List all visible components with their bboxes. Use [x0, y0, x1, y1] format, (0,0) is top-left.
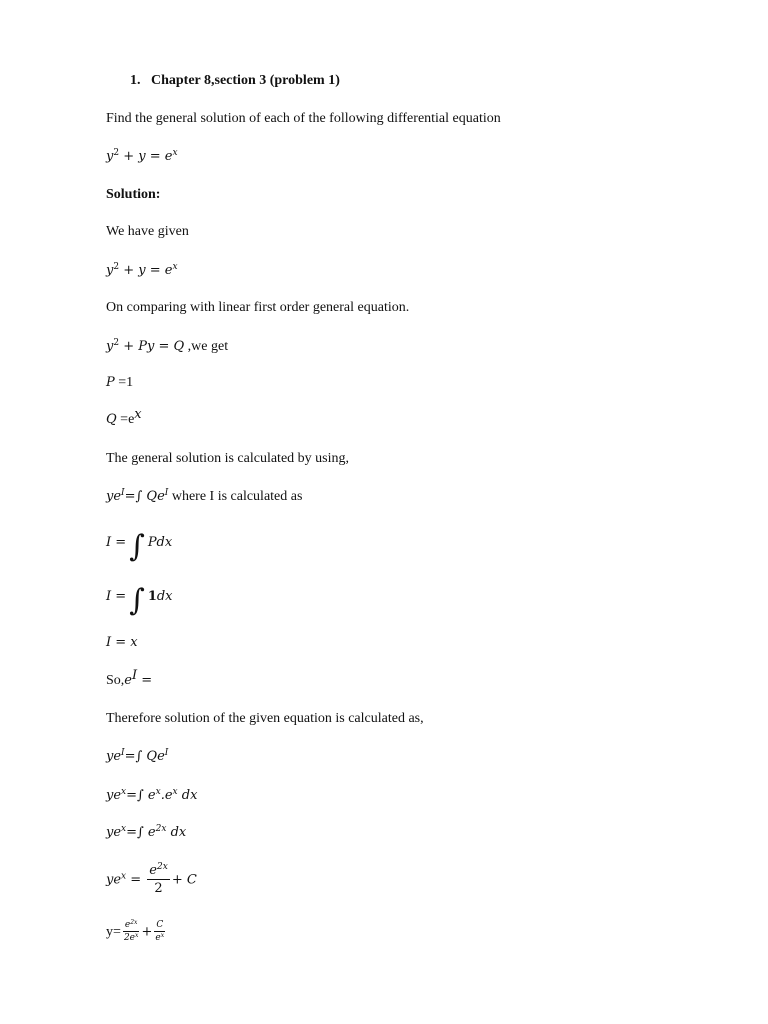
fraction: [147, 864, 170, 896]
given-equation: [106, 148, 178, 166]
eq-part: Pdx: [147, 535, 173, 550]
eq-part: ye: [106, 489, 122, 504]
so-prefix: So,: [106, 673, 125, 688]
eq-part: =∫ Qe: [124, 749, 165, 764]
p-symbol: P: [106, 375, 115, 390]
eq-sup: I: [132, 668, 138, 683]
p-rhs: =1: [114, 375, 134, 390]
eq-sup: x: [172, 787, 178, 797]
eq-part: e: [155, 933, 161, 943]
eq-part: +: [141, 924, 153, 940]
fraction-denominator: [123, 932, 140, 943]
eq-sup: x: [160, 932, 165, 939]
fraction-numerator: C: [156, 920, 164, 930]
eq-sup: 2x: [155, 824, 167, 834]
q-rhs: =e: [116, 412, 135, 427]
eq-sup: x: [134, 407, 142, 422]
eq-part: y=: [106, 924, 121, 940]
fraction: [123, 921, 140, 943]
eq-part: + C: [171, 872, 197, 888]
fraction-numerator: [123, 921, 140, 932]
eq-sup: x: [172, 262, 178, 272]
fraction: [154, 921, 165, 943]
solution-label: Solution:: [106, 187, 161, 202]
intro-text: Find the general solution of each of the following differential equation: [106, 111, 501, 126]
q-symbol: Q: [106, 412, 117, 427]
heading-title: Chapter 8,section 3 (problem 1): [151, 73, 340, 88]
eq-part: =∫ e: [126, 788, 156, 803]
integral-one: [106, 583, 173, 618]
eq-part: e: [124, 920, 131, 930]
given-equation-repeat: [106, 262, 178, 280]
eq-part: e: [149, 863, 157, 878]
step-4: [106, 864, 197, 896]
so-line: [106, 668, 153, 690]
p-value: [106, 374, 133, 392]
eq-part: ye: [106, 825, 122, 840]
fraction-denominator: 2: [154, 881, 163, 896]
step-5: [106, 921, 167, 943]
eq-sup: x: [121, 871, 127, 882]
eq-suffix: ,we get: [184, 339, 229, 354]
eq-sup: I: [121, 488, 125, 498]
i-equals-x: I = x: [106, 635, 138, 650]
eq-part: .e: [160, 788, 173, 803]
eq-part: y: [106, 263, 114, 278]
eq-part: + y = e: [119, 149, 173, 164]
eq-sup: I: [164, 488, 169, 498]
general-solution-text: The general solution is calculated by using,: [106, 451, 349, 466]
eq-part: =∫ Qe: [124, 489, 165, 504]
step-3: [106, 824, 186, 842]
integral-sign-icon: ∫: [129, 583, 145, 618]
eq-part: I =: [106, 535, 127, 550]
eq-part: 1: [147, 589, 157, 604]
fraction-denominator: [154, 932, 165, 943]
eq-sup: x: [121, 787, 127, 797]
eq-part: e: [124, 673, 132, 688]
eq-part: y: [106, 149, 114, 164]
we-have-given-text: We have given: [106, 224, 189, 239]
eq-part: ye: [106, 872, 122, 888]
step-2: [106, 787, 197, 805]
integral-p: [106, 529, 173, 564]
integral-sign-icon: ∫: [129, 529, 145, 564]
eq-sup: 2: [113, 148, 120, 158]
eq-part: ye: [106, 788, 122, 803]
eq-part: =∫ e: [126, 825, 156, 840]
eq-part: dx: [156, 589, 173, 604]
eq-sup: x: [121, 824, 127, 834]
eq-sup: 2: [113, 262, 120, 272]
eq-part: =: [126, 872, 142, 888]
eq-sup: x: [172, 148, 178, 158]
eq-sup: 2x: [130, 919, 138, 926]
eq-part: dx: [166, 825, 187, 840]
eq-sup: x: [135, 932, 139, 939]
eq-part: =: [137, 673, 153, 688]
comparing-text: On comparing with linear first order general equation.: [106, 300, 410, 315]
eq-part: y: [106, 339, 114, 354]
problem-heading: [130, 72, 340, 90]
fraction-numerator: [147, 864, 170, 880]
eq-sup: I: [164, 748, 169, 758]
eq-sup: I: [121, 748, 125, 758]
eq-sup: 2: [113, 338, 120, 348]
q-value: [106, 407, 142, 429]
eq-part: ye: [106, 749, 122, 764]
general-equation: [106, 338, 228, 356]
eq-part: I =: [106, 589, 127, 604]
eq-suffix: where I is calculated as: [168, 489, 303, 504]
heading-number: 1.: [130, 73, 141, 88]
eq-part: + Py = Q: [119, 339, 185, 354]
step-1: [106, 748, 168, 766]
therefore-text: Therefore solution of the given equation is calculated as,: [106, 711, 424, 726]
eq-part: + y = e: [119, 263, 173, 278]
eq-sup: 2x: [157, 862, 168, 872]
eq-part: 2e: [123, 933, 135, 943]
formula-line: [106, 488, 302, 506]
eq-part: dx: [177, 788, 198, 803]
eq-sup: x: [155, 787, 161, 797]
